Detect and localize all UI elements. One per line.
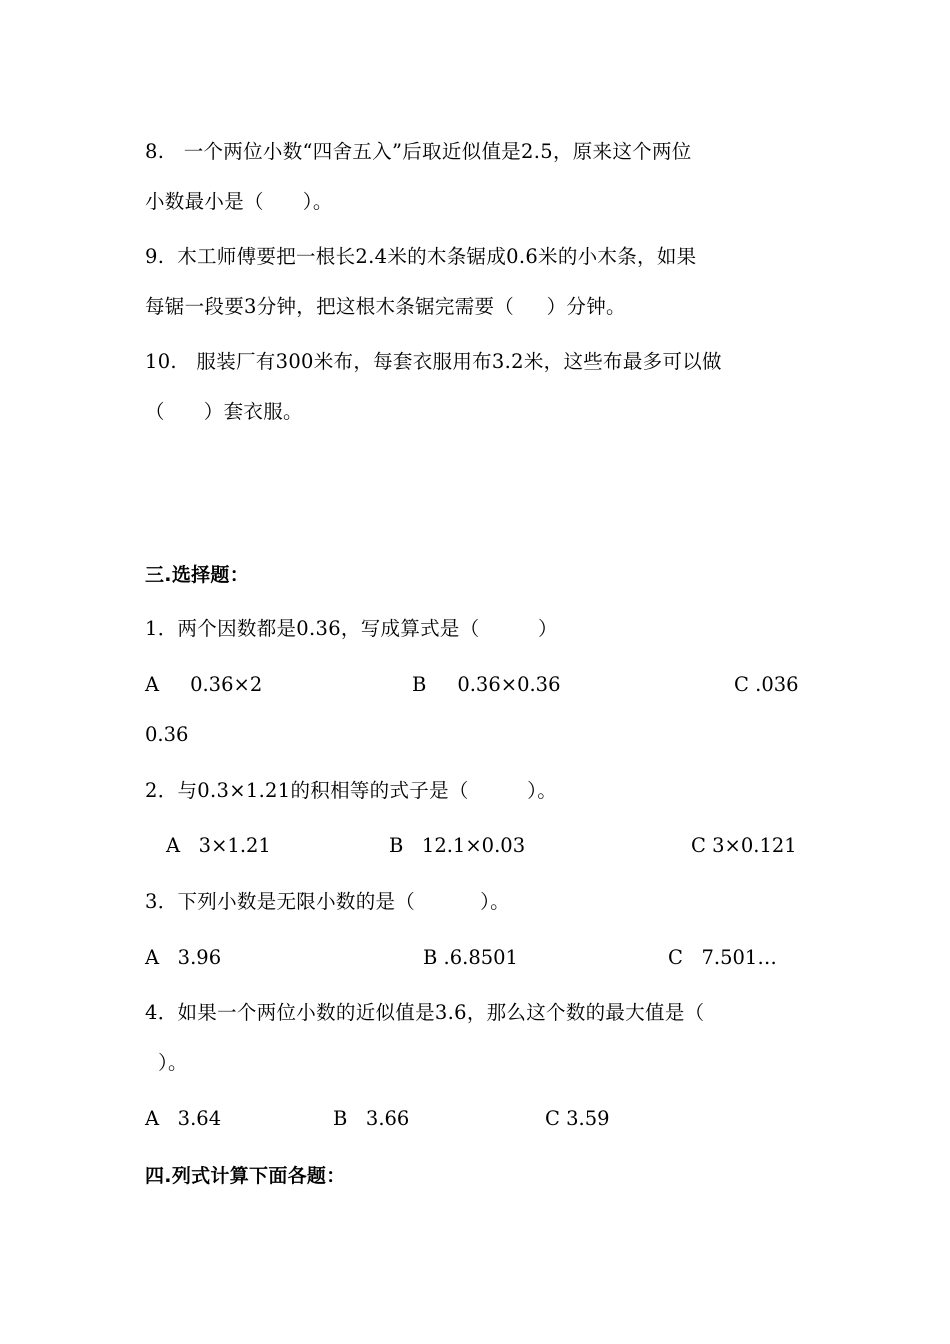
question-9-line1: 9. 木工师傅要把一根长2.4米的木条锯成0.6米的小木条，如果 bbox=[145, 245, 697, 268]
q1-option-b: B 0.36×0.36 bbox=[412, 673, 561, 696]
q3-option-b: B .6.8501 bbox=[423, 946, 518, 969]
question-8-line2: 小数最小是（ ）。 bbox=[145, 190, 333, 213]
question-10-line2: （ ）套衣服。 bbox=[145, 400, 303, 423]
q1-option-a: A 0.36×2 bbox=[145, 673, 263, 696]
choice-question-1: 1．两个因数都是0.36，写成算式是（ ） bbox=[145, 617, 558, 640]
q4-option-c: C 3.59 bbox=[545, 1107, 610, 1130]
q4-option-b: B 3.66 bbox=[333, 1107, 410, 1130]
q4-option-a: A 3.64 bbox=[145, 1107, 222, 1130]
q2-option-c: C 3×0.121 bbox=[691, 834, 797, 857]
q2-option-a: A 3×1.21 bbox=[166, 834, 271, 857]
choice-question-2: 2．与0.3×1.21的积相等的式子是（ ）。 bbox=[145, 779, 558, 802]
q3-option-c: C 7.501… bbox=[668, 946, 777, 969]
q1-option-c: C .036 bbox=[734, 673, 799, 696]
question-8-line1: 8. 一个两位小数“四舍五入”后取近似值是2.5，原来这个两位 bbox=[145, 140, 692, 163]
q3-option-a: A 3.96 bbox=[145, 946, 222, 969]
choice-question-4-line1: 4．如果一个两位小数的近似值是3.6，那么这个数的最大值是（ bbox=[145, 1001, 705, 1024]
section-4-heading: 四.列式计算下面各题： bbox=[145, 1165, 346, 1187]
question-10-line1: 10. 服装厂有300米布，每套衣服用布3.2米，这些布最多可以做 bbox=[145, 350, 722, 373]
question-9-line2: 每锯一段要3分钟，把这根木条锯完需要（ ）分钟。 bbox=[145, 295, 626, 318]
q2-option-b: B 12.1×0.03 bbox=[389, 834, 526, 857]
section-3-heading: 三.选择题： bbox=[145, 564, 250, 586]
choice-question-3: 3．下列小数是无限小数的是（ ）。 bbox=[145, 890, 510, 913]
q1-option-c-continued: 0.36 bbox=[145, 723, 189, 746]
choice-question-4-line2: ）。 bbox=[145, 1051, 188, 1074]
